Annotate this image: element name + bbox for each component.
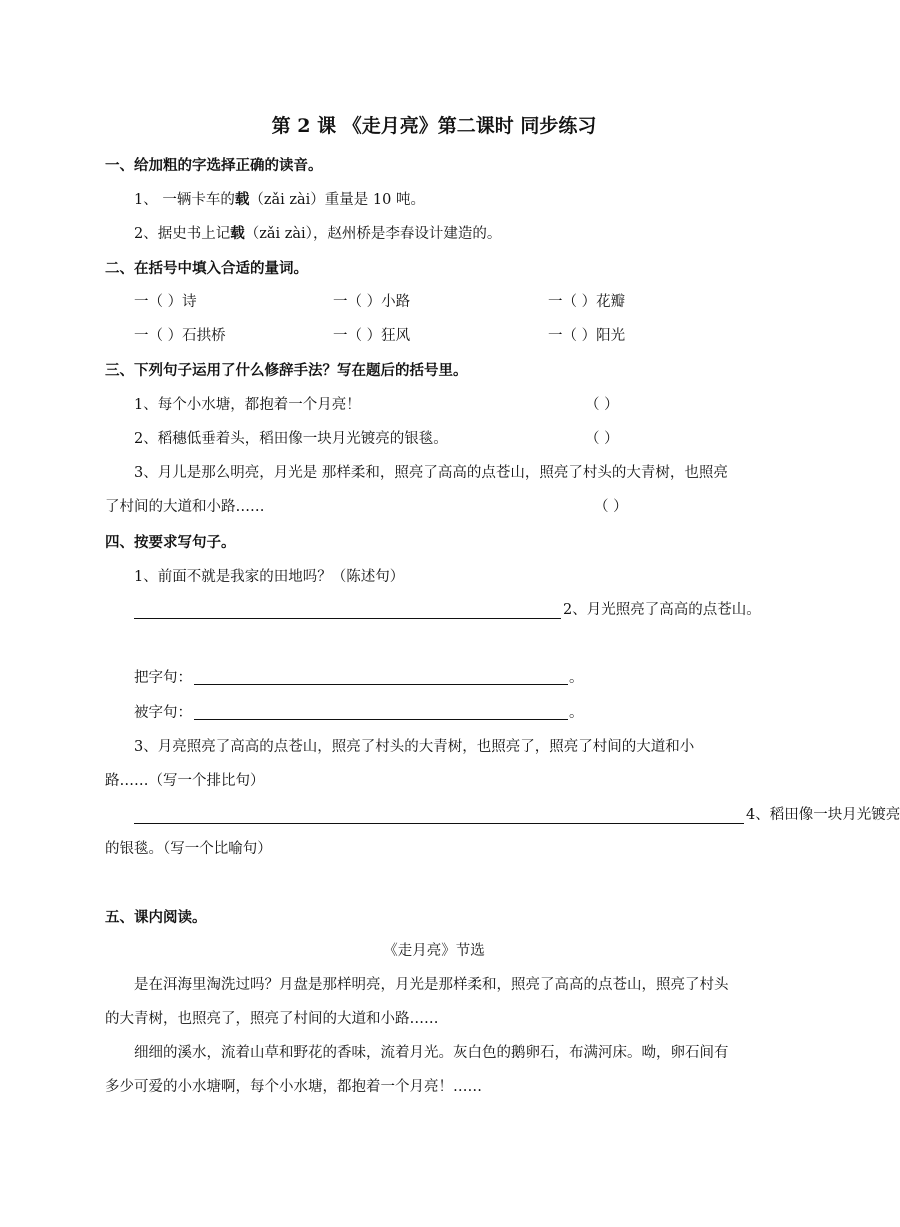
reading-paragraph-1-line-1: 是在洱海里淘洗过吗？月盘是那样明亮，月光是那样柔和，照亮了高高的点苍山，照亮了村头 [134,977,729,993]
s4-ba-label: 把字句： [134,670,192,686]
s2-item: 一（ ）诗 [134,294,197,310]
section-3-heading: 三、下列句子运用了什么修辞手法？写在题后的括号里。 [105,362,468,379]
s2-item: 一（ ）狂风 [333,328,411,344]
s1-q2-options: （zǎi zài） [244,226,313,242]
s3-answer-paren-2: （ ） [585,431,619,447]
s4-question-4-line-2: 的银毯。（写一个比喻句） [105,841,272,857]
s4-question-3-line-1: 3、月亮照亮了高高的点苍山，照亮了村头的大青树，也照亮了，照亮了村间的大道和小 [134,739,695,755]
s4-answer-line-1 [134,618,561,619]
s3-question-1: 1、每个小水塘，都抱着一个月亮！ [134,397,361,413]
s1-q1-prefix: 1、 一辆卡车的 [134,192,235,208]
s3-question-2: 2、稻穗低垂着头，稻田像一块月光镀亮的银毯。 [134,431,448,447]
s2-item: 一（ ）阳光 [548,328,626,344]
section-5-heading: 五、课内阅读。 [105,909,207,926]
s2-item: 一（ ）石拱桥 [134,328,226,344]
section-1-heading: 一、给加粗的字选择正确的读音。 [105,157,323,174]
s4-answer-line-3 [134,823,744,824]
page-title: 第 2 课 《走月亮》第二课时 同步练习 [271,115,597,137]
s1-q2-bold-char: 载 [230,225,245,242]
s4-ba-period: 。 [569,670,584,686]
s1-question-1 [134,190,425,210]
s3-answer-paren-3: （ ） [594,499,628,515]
s4-bei-answer-line [194,719,568,720]
s2-item: 一（ ）花瓣 [548,294,626,310]
reading-paragraph-2-line-2: 多少可爱的小水塘啊，每个小水塘，都抱着一个月亮！…… [105,1079,482,1095]
s4-question-4-line-1: 4、稻田像一块月光镀亮 [746,807,900,823]
section-2-heading: 二、在括号中填入合适的量词。 [105,260,308,277]
s4-ba-answer-line [194,684,568,685]
s4-question-1: 1、前面不就是我家的田地吗？（陈述句） [134,569,405,585]
s3-question-3-line-2: 了村间的大道和小路…… [105,499,265,515]
reading-paragraph-2-line-1: 细细的溪水，流着山草和野花的香味，流着月光。灰白色的鹅卵石，布满河床。呦，卵石间有 [134,1045,729,1061]
s3-answer-paren-1: （ ） [585,397,619,413]
s2-item: 一（ ）小路 [333,294,411,310]
s1-question-2 [134,224,501,244]
s4-bei-label: 被字句： [134,705,192,721]
s1-q2-prefix: 2、据史书上记 [134,226,231,242]
s1-q1-suffix: 重量是 10 吨。 [324,192,425,208]
s4-bei-period: 。 [569,705,584,721]
section-4-heading: 四、按要求写句子。 [105,534,236,551]
s1-q1-options: （zǎi zài） [249,192,325,208]
reading-paragraph-1-line-2: 的大青树，也照亮了，照亮了村间的大道和小路…… [105,1011,439,1027]
s1-q1-bold-char: 载 [234,191,250,208]
s4-question-3-line-2: 路……（写一个排比句） [105,773,265,789]
s4-question-2: 2、月光照亮了高高的点苍山。 [563,602,761,618]
s1-q2-suffix: ，赵州桥是李春设计建造的。 [312,226,502,242]
s3-question-3-line-1: 3、月儿是那么明亮，月光是 那样柔和，照亮了高高的点苍山，照亮了村头的大青树，也照亮 [134,465,728,481]
reading-subtitle: 《走月亮》节选 [383,943,485,959]
